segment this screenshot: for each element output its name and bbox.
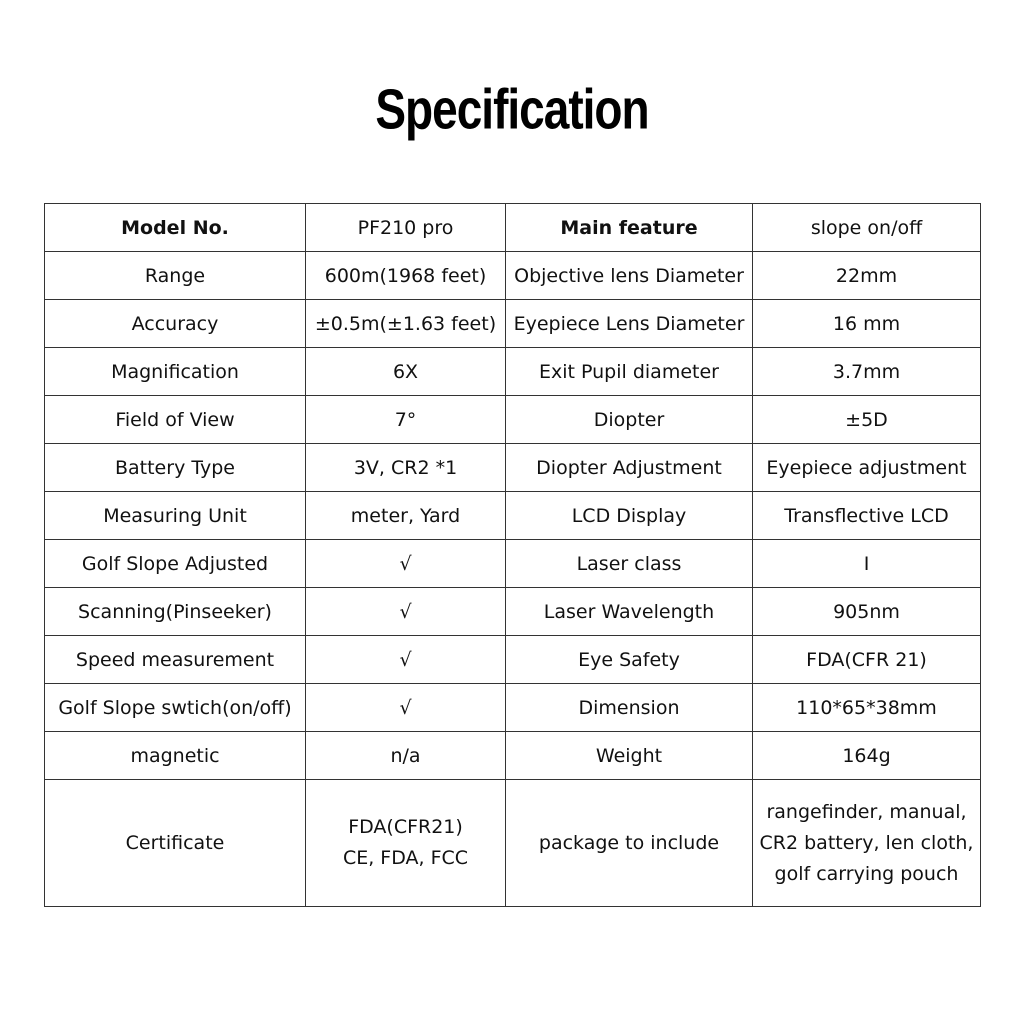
spec-value: 600m(1968 feet) bbox=[306, 252, 506, 300]
spec-label: Weight bbox=[506, 732, 753, 780]
spec-label: Golf Slope Adjusted bbox=[45, 540, 306, 588]
check-mark: √ bbox=[306, 684, 506, 732]
spec-label: Objective lens Diameter bbox=[506, 252, 753, 300]
spec-value: ±5D bbox=[753, 396, 981, 444]
table-row bbox=[45, 732, 981, 780]
spec-value: 3V, CR2 *1 bbox=[306, 444, 506, 492]
spec-label: Range bbox=[45, 252, 306, 300]
spec-label: Golf Slope swtich(on/off) bbox=[45, 684, 306, 732]
package-line: golf carrying pouch bbox=[774, 862, 959, 885]
spec-label: Laser class bbox=[506, 540, 753, 588]
spec-label: Diopter bbox=[506, 396, 753, 444]
spec-value: slope on/off bbox=[753, 204, 981, 252]
spec-label: Certificate bbox=[45, 780, 306, 907]
spec-label: Magnification bbox=[45, 348, 306, 396]
spec-value: 110*65*38mm bbox=[753, 684, 981, 732]
package-line: rangefinder, manual, bbox=[766, 800, 967, 823]
spec-label: Speed measurement bbox=[45, 636, 306, 684]
spec-label: Laser Wavelength bbox=[506, 588, 753, 636]
certificate-line: FDA(CFR21) bbox=[348, 816, 463, 838]
table-row bbox=[45, 684, 981, 732]
spec-label: Model No. bbox=[45, 204, 306, 252]
page-title: Specification bbox=[375, 77, 649, 141]
table-row bbox=[45, 636, 981, 684]
spec-value: Eyepiece adjustment bbox=[753, 444, 981, 492]
spec-value: 16 mm bbox=[753, 300, 981, 348]
spec-label: Dimension bbox=[506, 684, 753, 732]
package-line: CR2 battery, len cloth, bbox=[759, 831, 974, 854]
table-row bbox=[45, 204, 981, 252]
spec-label: Eye Safety bbox=[506, 636, 753, 684]
table-row bbox=[45, 588, 981, 636]
check-mark: √ bbox=[306, 636, 506, 684]
spec-label: Eyepiece Lens Diameter bbox=[506, 300, 753, 348]
spec-label: Accuracy bbox=[45, 300, 306, 348]
table-row bbox=[45, 252, 981, 300]
spec-label: Field of View bbox=[45, 396, 306, 444]
spec-value bbox=[306, 780, 506, 907]
spec-value: 6X bbox=[306, 348, 506, 396]
table-row bbox=[45, 540, 981, 588]
table-row bbox=[45, 780, 981, 907]
spec-label: magnetic bbox=[45, 732, 306, 780]
spec-value: I bbox=[753, 540, 981, 588]
table-row bbox=[45, 348, 981, 396]
table-row bbox=[45, 396, 981, 444]
spec-label: Diopter Adjustment bbox=[506, 444, 753, 492]
spec-label: LCD Display bbox=[506, 492, 753, 540]
certificate-line: CE, FDA, FCC bbox=[342, 847, 469, 869]
spec-value: FDA(CFR 21) bbox=[753, 636, 981, 684]
spec-value bbox=[753, 780, 981, 907]
check-mark: √ bbox=[306, 588, 506, 636]
spec-label: Measuring Unit bbox=[45, 492, 306, 540]
spec-value: 164g bbox=[753, 732, 981, 780]
spec-value: 7° bbox=[306, 396, 506, 444]
table-row bbox=[45, 492, 981, 540]
spec-label: Battery Type bbox=[45, 444, 306, 492]
table-row bbox=[45, 300, 981, 348]
spec-value: ±0.5m(±1.63 feet) bbox=[306, 300, 506, 348]
spec-value: n/a bbox=[306, 732, 506, 780]
spec-label: package to include bbox=[506, 780, 753, 907]
table-row bbox=[45, 444, 981, 492]
spec-value: meter, Yard bbox=[306, 492, 506, 540]
spec-label: Scanning(Pinseeker) bbox=[45, 588, 306, 636]
spec-label: Exit Pupil diameter bbox=[506, 348, 753, 396]
spec-value: 22mm bbox=[753, 252, 981, 300]
spec-label: Main feature bbox=[506, 204, 753, 252]
spec-value: Transflective LCD bbox=[753, 492, 981, 540]
spec-value: 3.7mm bbox=[753, 348, 981, 396]
specification-table bbox=[44, 203, 981, 907]
spec-value: 905nm bbox=[753, 588, 981, 636]
check-mark: √ bbox=[306, 540, 506, 588]
spec-value: PF210 pro bbox=[306, 204, 506, 252]
